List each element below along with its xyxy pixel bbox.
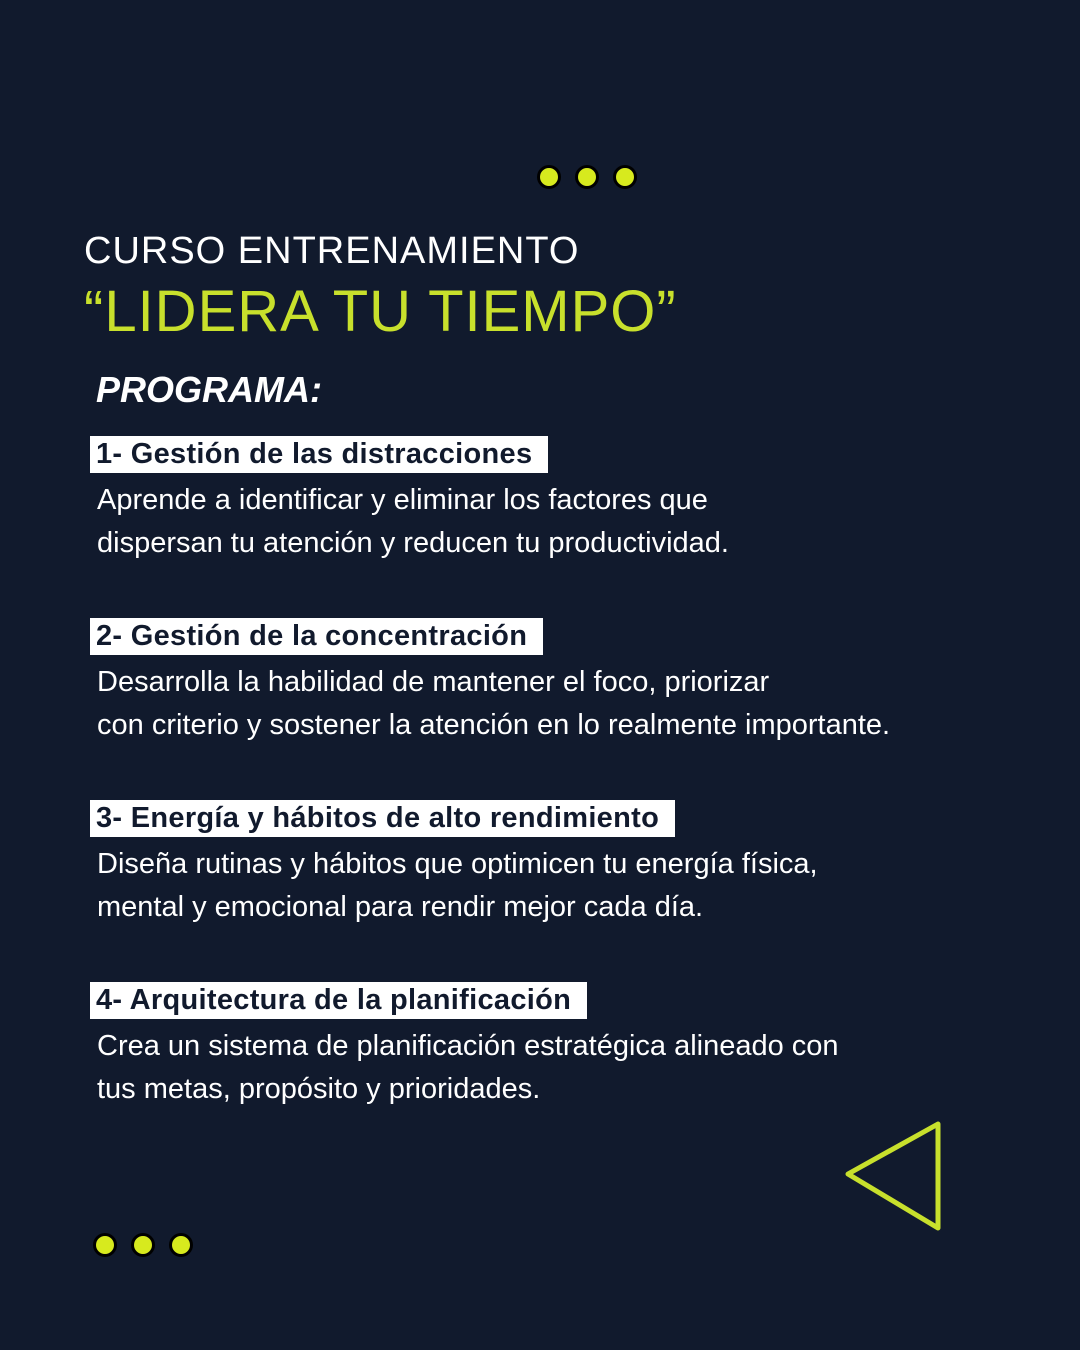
module-description-line: tus metas, propósito y prioridades. [97,1073,541,1105]
module-description-line: Desarrolla la habilidad de mantener el foco, priorizar [97,666,770,698]
dot-icon [131,1233,155,1257]
program-module [90,436,1050,565]
module-description-line: con criterio y sostener la atención en lo realmente importante. [97,709,891,741]
three-dots-icon [93,1233,193,1257]
dot-icon [575,165,599,189]
three-dots-icon [537,165,637,189]
dot-icon [93,1233,117,1257]
module-description-line: Diseña rutinas y hábitos que optimicen tu energía física, [97,848,818,880]
module-title: 4- Arquitectura de la planificación [90,982,587,1019]
module-description-line: dispersan tu atención y reducen tu productividad. [97,527,729,559]
module-title: 2- Gestión de la concentración [90,618,543,655]
course-title: “LIDERA TU TIEMPO” [84,279,677,344]
dot-icon [169,1233,193,1257]
module-description-line: Aprende a identificar y eliminar los factores que [97,484,708,516]
dot-icon [537,165,561,189]
module-description [97,479,1050,565]
module-description-line: Crea un sistema de planificación estratégica alineado con [97,1030,839,1062]
dot-icon [613,165,637,189]
module-title: 3- Energía y hábitos de alto rendimiento [90,800,675,837]
program-module [90,618,1050,747]
module-description [97,843,1050,929]
module-description-line: mental y emocional para rendir mejor cada día. [97,891,704,923]
module-description [97,1025,1050,1111]
triangle-left-icon [838,1116,948,1236]
course-label: CURSO ENTRENAMIENTO [84,230,580,272]
program-heading: PROGRAMA: [96,369,322,410]
module-description [97,661,1050,747]
program-module [90,982,1050,1111]
program-module [90,800,1050,929]
module-title: 1- Gestión de las distracciones [90,436,548,473]
